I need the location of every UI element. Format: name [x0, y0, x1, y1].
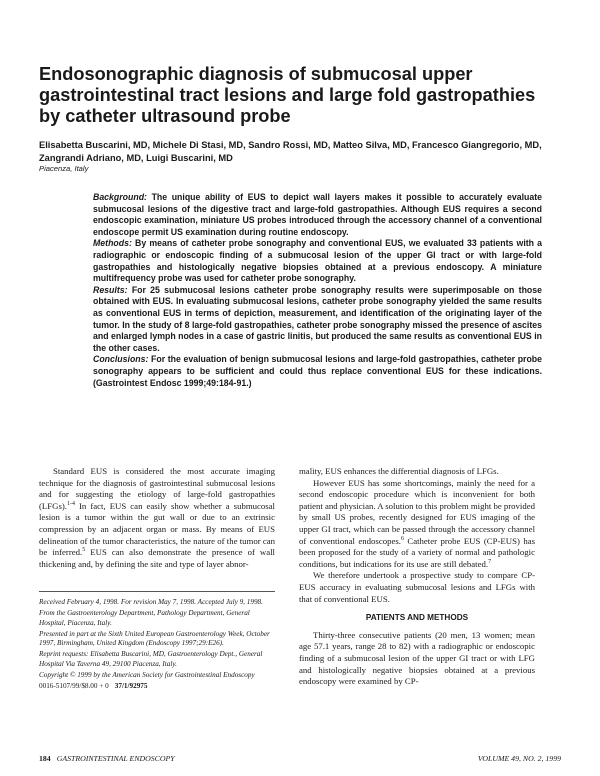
footnote-code	[39, 682, 275, 691]
abstract-results-text: For 25 submucosal lesions catheter probe sonography results were superimposable on those obtained with EUS. In evaluating submucosal lesions, catheter probe sonography yielded the same results as conventional EUS in terms of depiction, measurement, and identification of the originating layer of the tumor. In the study of 8 large-fold gastropathies, catheter probe sonography missed the presence of ascites and enlarged lymph nodes in a case of gastric linitis, but produced the same results as conventional EUS in the other cases.	[93, 284, 543, 353]
abstract-background-heading: Background:	[93, 192, 147, 202]
volume-info: VOLUME 49, NO. 2, 1999	[477, 754, 561, 763]
page-footer	[39, 754, 561, 763]
footnotes	[39, 598, 275, 694]
intro-text-2: In fact, EUS can easily show whether a submucosal lesion is a tumor within the gut wall or due to an extrinsic compression by an adjacent organ or mass. By means of EUS delineation of the tumor characteristics, the nature of the tumor can be inferred.	[39, 500, 275, 558]
footnote-received: Received February 4, 1998. For revision May 7, 1998. Accepted July 9, 1998.	[39, 598, 263, 606]
abstract-conclusions-heading: Conclusions:	[93, 354, 149, 365]
abstract-results-heading: Results:	[93, 284, 128, 295]
patients-paragraph: Thirty-three consecutive patients (20 men, 13 women; mean age 57.1 years, range 28 to 82) with a radiographic or endoscopic finding of a submucosal lesion of the upper GI tract or with LFG and histologically negative biopsies obtained at a previous endoscopy were examined by CP-	[299, 629, 535, 687]
intro-text-1: Standard EUS is considered the most accurate imaging technique for the diagnosis of gastrointestinal submucosal lesions and for suggesting the etiology of large-fold gastropathies (LFGs).	[39, 466, 275, 511]
affiliation: Piacenza, Italy	[39, 164, 89, 173]
abstract-conclusions-text: For the evaluation of benign submucosal lesions and large-fold gastropathies, catheter probe sonography appears to be sufficient and could thus replace conventional EUS for these indications. (Gastrointest Endosc 1999;49:184-91.)	[93, 354, 543, 388]
abstract-methods-heading: Methods:	[93, 238, 132, 249]
shortcomings-text-1: However EUS has some shortcomings, mainly the need for a second endoscopic procedure which is inconvenient for both patient and physician. A solution to this problem might be provided by small US probes, recently designed for EUS imaging of the upper GI tract, which can be passed through the accessory channel of conventional endoscopes.	[299, 477, 535, 546]
intro-paragraph	[39, 466, 275, 570]
aim-paragraph: We therefore undertook a prospective study to compare CP-EUS accuracy in evaluating submucosal lesions and LFGs with that of conventional EUS.	[299, 570, 535, 604]
footnote-reprint: Reprint requests: Elisabetta Buscarini, MD, Gastroenterology Dept., General Hospital Via Taverna 49, 29100 Piacenza, Italy.	[39, 650, 263, 668]
citation: 6	[400, 535, 404, 542]
abstract-results	[93, 285, 542, 355]
abstract-background-text: The unique ability of EUS to depict wall layers makes it possible to accurately evaluate submucosal lesions of the digestive tract and large-fold gastropathies. Although EUS requires a second endoscopic examination, miniature US probes introduced through the accessory channel of a conventional endoscope permit US examination during routine endoscopy.	[93, 192, 542, 237]
article-title: Endosonographic diagnosis of submucosal upper gastrointestinal tract lesions and large fold gastropathies by catheter ultrasound probe	[39, 64, 536, 126]
shortcomings-text-2: Catheter probe EUS (CP-EUS) has been proposed for the study of a variety of normal and pathologic conditions, but indications for its use are still debated.	[299, 535, 535, 569]
paragraph-continued: mality, EUS enhances the differential diagnosis of LFGs.	[299, 466, 499, 476]
footnote-divider	[39, 591, 275, 592]
footnote-from: From the Gastroenterology Department, Pathology Department, General Hospital, Piacenza, Italy.	[39, 609, 250, 627]
body-column-left	[39, 466, 275, 570]
author-list: Elisabetta Buscarini, MD, Michele Di Stasi, MD, Sandro Rossi, MD, Matteo Silva, MD, Francesco Giangregorio, MD, Zangrandi Adriano, MD, Luigi Buscarini, MD	[39, 140, 542, 163]
footnote-copyright: Copyright © 1999 by the American Society for Gastrointestinal Endoscopy	[39, 671, 255, 680]
price-code: 0016-5107/99/$8.00 + 0	[39, 682, 109, 691]
article-code: 37/1/92975	[114, 682, 148, 691]
abstract-methods	[93, 238, 542, 284]
shortcomings-paragraph	[299, 478, 535, 571]
abstract-background	[93, 192, 542, 238]
citation: 1-4	[66, 500, 75, 507]
abstract-conclusions	[93, 354, 542, 389]
citation: 5	[82, 547, 86, 554]
section-heading: PATIENTS AND METHODS	[365, 613, 469, 623]
body-column-right	[299, 466, 535, 688]
abstract	[93, 192, 542, 389]
intro-text-3: EUS can also demonstrate the presence of wall thickening and, by defining the site and type of layer abnor-	[39, 547, 275, 569]
journal-name: GASTROINTESTINAL ENDOSCOPY	[56, 754, 175, 763]
citation: 7	[488, 558, 492, 565]
page-number: 184	[39, 754, 51, 763]
abstract-methods-text: By means of catheter probe sonography and conventional EUS, we evaluated 33 patients with a radiographic or endoscopic finding of a submucosal lesion of the upper GI tract or with large-fold gastropathies and histologically negative biopsies obtained at a previous endoscopy. A miniature multifrequency probe was used for catheter probe sonography.	[93, 238, 543, 284]
footnote-presented: Presented in part at the Sixth United European Gastroenterology Week, October 1997, Birmingham, United Kingdom (Endoscopy 1997;29:E26).	[39, 629, 270, 648]
